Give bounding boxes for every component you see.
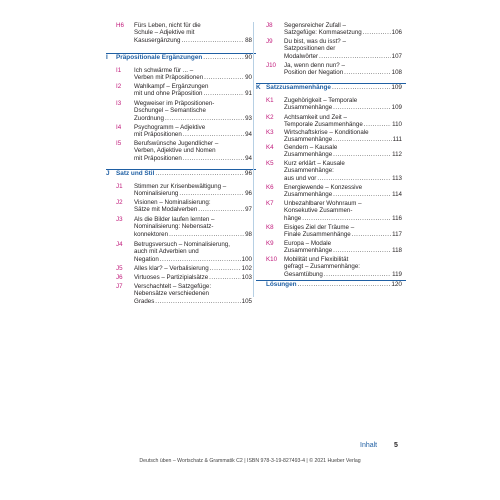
toc-entry [256, 240, 406, 256]
toc-entry [106, 265, 256, 274]
entry-title-line: Du bist, was du isst? – [284, 38, 346, 45]
toc-entry [106, 283, 256, 307]
entry-text [284, 62, 402, 77]
entry-title-line: Als die Bilder laufen lernten – [134, 216, 215, 223]
dot-leader [165, 115, 244, 122]
entry-text [134, 283, 252, 305]
toc-entry [106, 140, 256, 169]
dot-leader [204, 74, 244, 81]
section-title: Satz und Stil [116, 170, 155, 177]
entry-text [284, 114, 402, 129]
entry-page-number: 91 [245, 90, 252, 98]
dot-leader [183, 131, 244, 138]
dot-leader [203, 90, 244, 97]
dot-leader [319, 53, 391, 60]
entry-text [134, 199, 252, 214]
entry-page-number: 93 [245, 114, 252, 122]
dot-leader [160, 256, 241, 263]
entry-page-number: 94 [245, 154, 252, 162]
entry-text [134, 274, 252, 281]
dot-leader [333, 151, 391, 158]
entry-code: J6 [116, 274, 123, 281]
entry-page-number: 94 [245, 131, 252, 139]
entry-title-line: mit Präpositionen [134, 131, 182, 139]
entry-page-number: 118 [392, 247, 402, 255]
dot-leader [209, 274, 241, 281]
footer-section-label: Inhalt [360, 442, 378, 449]
entry-title-line: Zusammenhänge [284, 191, 333, 199]
entry-code: I2 [116, 83, 122, 90]
entry-code: J5 [116, 265, 123, 272]
entry-text [284, 129, 402, 144]
entry-code: J10 [266, 62, 276, 69]
entry-title-line: Zugehörigkeit – Temporale [284, 97, 358, 104]
toc-entry [256, 224, 406, 240]
entry-text [284, 97, 402, 112]
entry-title-line: Zusammenhänge: [284, 167, 334, 175]
entry-title-line: Negation [134, 255, 159, 263]
entry-text [134, 124, 252, 139]
entry-page-number: 97 [245, 206, 252, 214]
entry-code: J9 [266, 38, 273, 45]
entry-code: K2 [266, 114, 274, 121]
entry-page-number: 111 [392, 136, 402, 144]
entry-title-line: Satzpositionen der [284, 45, 336, 53]
entry-page-number: 100 [241, 255, 252, 263]
entry-title-line: Finale Zusammenhänge [284, 231, 351, 239]
dot-leader [317, 175, 391, 182]
entry-title-line: mit und ohne Präposition [134, 90, 203, 98]
section-title-line [116, 170, 252, 178]
entry-page-number: 103 [241, 274, 252, 281]
footer-credits: Deutsch üben – Wortschatz & Grammatik C2 | ISBN 978-3-19-827493-4 | © 2021 Hueber Verlag [139, 458, 361, 464]
toc-entry [106, 274, 256, 283]
entry-page-number: 98 [245, 230, 252, 238]
entry-code: K4 [266, 144, 274, 151]
dot-leader [333, 104, 391, 111]
entry-title-line: Zusammenhänge [284, 151, 333, 159]
entry-title-line: Zusammenhänge [284, 104, 333, 112]
toc-right-column [256, 22, 406, 294]
entry-code: K5 [266, 160, 274, 167]
entry-text [284, 200, 402, 222]
dot-leader [333, 136, 391, 143]
entry-code: K8 [266, 224, 274, 231]
entry-code: K3 [266, 129, 274, 136]
toc-entry [256, 22, 406, 38]
toc-entry [106, 67, 256, 83]
entry-code: K9 [266, 240, 274, 247]
entry-title-line: Alles klar? – Verbalisierung [134, 265, 209, 272]
entry-text [134, 265, 252, 272]
entry-title-line: Nominalisierung [134, 190, 179, 198]
toc-entry [256, 114, 406, 129]
entry-code: J8 [266, 22, 273, 29]
entry-page-number: 117 [392, 231, 402, 239]
entry-title-line: gefragt – Zusammenhänge: [284, 263, 361, 271]
entry-title-line: Konsekutive Zusammen- [284, 207, 353, 215]
entry-title-line: Europa – Modale [284, 240, 332, 247]
footer-page-number: 5 [394, 442, 398, 449]
entry-page-number: 114 [392, 191, 402, 199]
entry-page-number: 107 [391, 52, 402, 60]
entry-title-line: Nebensätze verschiedenen [134, 290, 209, 298]
dot-leader [155, 298, 240, 305]
entry-title-line: Wegweiser im Präpositionen- [134, 100, 215, 107]
toc-entry [256, 129, 406, 144]
entry-page-number: 108 [391, 69, 402, 77]
dot-leader [333, 247, 391, 254]
toc-left-column [106, 22, 256, 307]
toc-entry [106, 124, 256, 140]
entry-title-line: hänge [284, 214, 302, 222]
entry-code: K7 [266, 200, 274, 207]
entry-title-line: auch mit Adverbien und [134, 248, 199, 256]
entry-code: H6 [116, 22, 124, 29]
entry-page-number: 90 [245, 74, 252, 82]
dot-leader [364, 121, 391, 128]
entry-title-line: Berufswünsche Jugendlicher – [134, 140, 219, 147]
entry-text [284, 240, 402, 255]
dot-leader [183, 155, 244, 162]
section-heading [106, 169, 256, 178]
entry-text [284, 144, 402, 159]
entry-title-line: Zusammenhänge [284, 247, 333, 255]
section-title-line [266, 281, 402, 289]
dot-leader [344, 69, 391, 76]
entry-title-line: Segensreicher Zufall – [284, 22, 346, 29]
section-page-number: 109 [391, 84, 402, 91]
entry-text [134, 100, 252, 122]
entry-title-line: Mobilität und Flexibilität [284, 256, 349, 263]
column-divider [253, 22, 254, 297]
dot-leader [179, 190, 244, 197]
entry-page-number: 112 [392, 151, 402, 159]
entry-page-number: 116 [392, 214, 402, 222]
entry-title-line: Nominalisierung: Nebensatz- [134, 223, 214, 231]
entry-title-line: Gendern – Kausale [284, 144, 338, 151]
toc-entry [256, 97, 406, 114]
entry-title-line: aus und vor [284, 174, 317, 182]
toc-entry [106, 22, 256, 53]
entry-title-line: Modalwörter [284, 52, 319, 60]
section-heading [256, 83, 406, 92]
entry-code: I3 [116, 100, 122, 107]
entry-code: J3 [116, 216, 123, 223]
entry-text [284, 38, 402, 60]
entry-code: J4 [116, 241, 123, 248]
toc-entry [106, 83, 256, 100]
section-title: Lösungen [266, 281, 297, 288]
section-title: Präpositionale Ergänzungen [116, 54, 203, 61]
dot-leader [332, 84, 390, 92]
section-page-number: 96 [244, 170, 252, 177]
section-page-number: 90 [244, 54, 252, 61]
entry-code: I5 [116, 140, 122, 147]
entry-title-line: konnektoren [134, 230, 169, 238]
entry-page-number: 102 [241, 265, 252, 272]
section-heading [256, 280, 406, 289]
entry-code: K1 [266, 97, 274, 104]
entry-text [134, 241, 252, 263]
entry-title-line: Dschungel – Semantische [134, 107, 206, 115]
toc-entry [256, 160, 406, 184]
entry-title-line: Gesamtübung [284, 270, 323, 278]
entry-text [134, 140, 252, 162]
entry-title-line: Sätze mit Modalverben [134, 206, 198, 214]
entry-title-line: Kurz erklärt – Kausale [284, 160, 345, 167]
toc-entry [106, 241, 256, 265]
entry-title-line: Achtsamkeit und Zeit – [284, 114, 347, 121]
entry-title-line: Kasusergänzung [134, 36, 181, 44]
dot-leader [352, 231, 391, 238]
entry-title-line: Satzgefüge: Kommasetzung [284, 29, 362, 37]
toc-entry [256, 62, 406, 83]
entry-code: K6 [266, 184, 274, 191]
dot-leader [203, 54, 244, 62]
dot-leader [363, 29, 391, 36]
entry-title-line: Visionen – Nominalisierung: [134, 199, 211, 206]
dot-leader [324, 271, 391, 278]
entry-code: J7 [116, 283, 123, 290]
entry-title-line: Betrugsversuch – Nominalisierung, [134, 241, 230, 248]
entry-title-line: Wirtschaftskrise – Konditionale [284, 129, 369, 136]
entry-page-number: 96 [245, 190, 252, 198]
entry-title-line: Fürs Leben, nicht für die [134, 22, 201, 29]
entry-title-line: Eisiges Ziel der Träume – [284, 224, 355, 231]
entry-code: J1 [116, 183, 123, 190]
entry-page-number: 88 [245, 36, 252, 44]
entry-title-line: Position der Negation [284, 69, 344, 77]
entry-title-line: Verben, Adjektive und Nomen [134, 147, 216, 155]
entry-title-line: Temporale Zusammenhänge [284, 121, 363, 129]
toc-entry [256, 144, 406, 160]
entry-title-line: Verschachtelt – Satzgefüge: [134, 283, 212, 290]
section-letter: J [106, 170, 110, 177]
entry-page-number: 109 [391, 104, 402, 112]
entry-page-number: 106 [391, 29, 402, 37]
entry-text [134, 183, 252, 198]
entry-title-line: Energiewende – Konzessive [284, 184, 363, 191]
toc-entry [256, 184, 406, 200]
entry-title-line: Virtuoses – Partizipialsätze [134, 274, 209, 281]
toc-entry [256, 256, 406, 280]
entry-text [284, 256, 402, 278]
dot-leader [302, 215, 391, 222]
toc-entry [106, 199, 256, 216]
dot-leader [198, 206, 244, 213]
entry-title-line: mit Präpositionen [134, 154, 182, 162]
toc-entry [256, 200, 406, 224]
entry-title-line: Zuordnung [134, 114, 164, 122]
entry-code: J2 [116, 199, 123, 206]
entry-page-number: 113 [392, 174, 402, 182]
entry-page-number: 105 [241, 297, 252, 305]
entry-text [134, 216, 252, 238]
entry-title-line: Wahlkampf – Ergänzungen [134, 83, 209, 90]
section-letter: K [256, 84, 261, 91]
section-heading [106, 53, 256, 62]
entry-title-line: Ja, wenn denn nun? – [284, 62, 345, 69]
toc-entry [106, 216, 256, 241]
toc-entry [106, 183, 256, 199]
entry-title-line: Ich schwärme für ... – [134, 67, 194, 74]
section-title-line [266, 84, 402, 92]
dot-leader [169, 231, 244, 238]
dot-leader [298, 281, 391, 289]
section-title-line [116, 54, 252, 62]
entry-text [134, 83, 252, 98]
entry-title-line: Psychogramm – Adjektive [134, 124, 206, 131]
section-letter: I [106, 54, 108, 61]
entry-code: I4 [116, 124, 122, 131]
entry-title-line: Stimmen zur Krisenbewältigung – [134, 183, 227, 190]
entry-title-line: Zusammenhänge [284, 136, 333, 144]
section-title: Satzzusammenhänge [266, 84, 331, 91]
dot-leader [210, 265, 241, 272]
entry-title-line: Verben mit Präpositionen [134, 74, 204, 82]
section-page-number: 120 [391, 281, 402, 288]
entry-code: K10 [266, 256, 278, 263]
dot-leader [333, 191, 391, 198]
entry-text [134, 22, 252, 44]
entry-text [284, 160, 402, 182]
entry-text [284, 224, 402, 239]
dot-leader [155, 170, 244, 178]
entry-title-line: Schule – Adjektive mit [134, 29, 195, 37]
dot-leader [181, 37, 244, 44]
entry-page-number: 119 [392, 270, 402, 278]
entry-text [284, 184, 402, 199]
entry-code: I1 [116, 67, 122, 74]
toc-entry [106, 100, 256, 124]
toc-entry [256, 38, 406, 62]
entry-title-line: Unbezahlbarer Wohnraum – [284, 200, 362, 207]
entry-text [134, 67, 252, 82]
entry-title-line: Grades [134, 297, 155, 305]
entry-page-number: 110 [392, 121, 402, 129]
entry-text [284, 22, 402, 37]
